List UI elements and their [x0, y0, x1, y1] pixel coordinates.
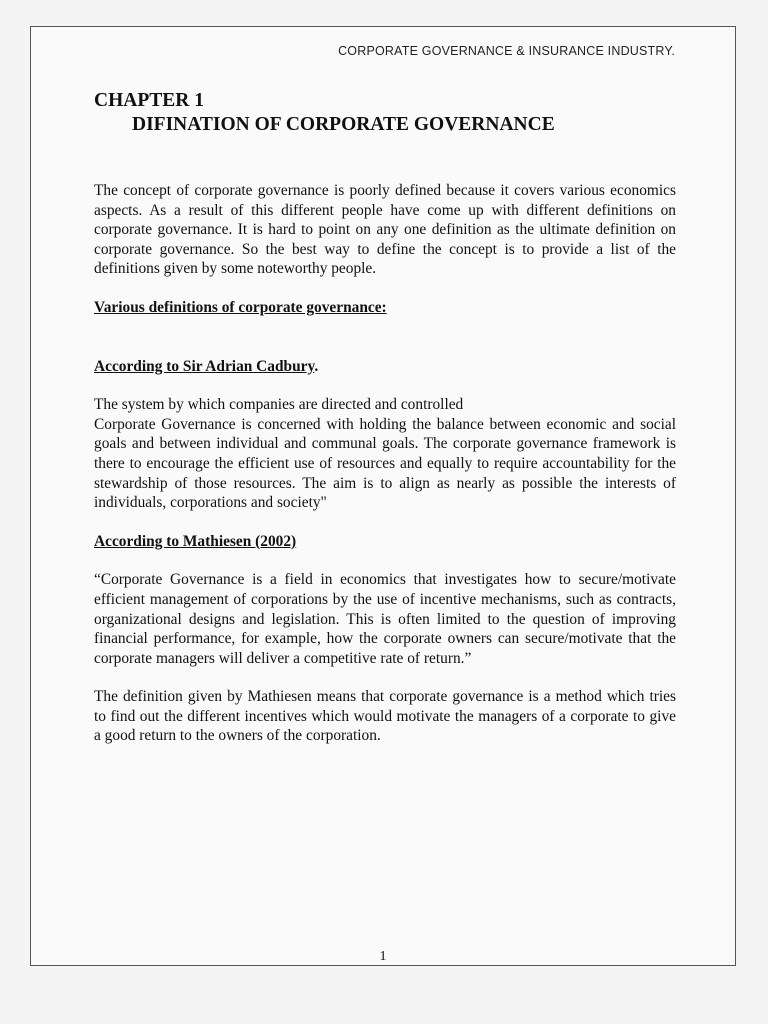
mathiesen-quote: “Corporate Governance is a field in economics that investigates how to secure/motivate efficient management of corporations by the use of incentive mechanisms, such as contracts, organizational designs and legislation. This is often limited to the question of improving financial performance, for example, how the corporate owners can secure/motivate that the corporate managers will deliver a competitive rate of return.” — [94, 571, 676, 667]
chapter-title: DIFINATION OF CORPORATE GOVERNANCE — [132, 114, 555, 135]
spacer — [94, 376, 676, 395]
mathiesen-explanation: The definition given by Mathiesen means that corporate governance is a method which tries to find out the different incentives which would motivate the managers of a corporate to give a good return to the owners of the corporation. — [94, 688, 676, 745]
cadbury-heading-line — [94, 357, 676, 377]
spacer — [94, 318, 676, 357]
cadbury-heading: According to Sir Adrian Cadbury — [94, 357, 315, 375]
spacer — [94, 513, 676, 532]
section-heading: Various definitions of corporate governance: — [94, 298, 387, 316]
cadbury-definition-line: The system by which companies are directed and controlled — [94, 396, 464, 414]
intro-paragraph: The concept of corporate governance is poorly defined because it covers various economics aspects. As a result of this different people have come up with different definitions on corporate governance. It is hard to point on any one definition as the ultimate definition on corporate governance. So the best way to define the concept is to provide a list of the definitions given by some noteworthy people. — [94, 182, 676, 278]
body-content — [94, 181, 676, 746]
page — [30, 26, 736, 966]
mathiesen-heading: According to Mathiesen (2002) — [94, 532, 297, 550]
cadbury-heading-trail: . — [314, 357, 319, 375]
page-number: 1 — [379, 949, 387, 964]
spacer — [94, 551, 676, 570]
running-header: CORPORATE GOVERNANCE & INSURANCE INDUSTRY. — [338, 44, 675, 58]
spacer — [94, 279, 676, 298]
cadbury-paragraph: Corporate Governance is concerned with holding the balance between economic and social goals and between individual and communal goals. The corporate governance framework is there to encourage the efficient use of resources and equally to require accountability for the stewardship of those resources. The aim is to align as nearly as possible the interests of individuals, corporations and society" — [94, 415, 676, 512]
chapter-label: CHAPTER 1 — [94, 90, 204, 111]
spacer — [94, 668, 676, 687]
